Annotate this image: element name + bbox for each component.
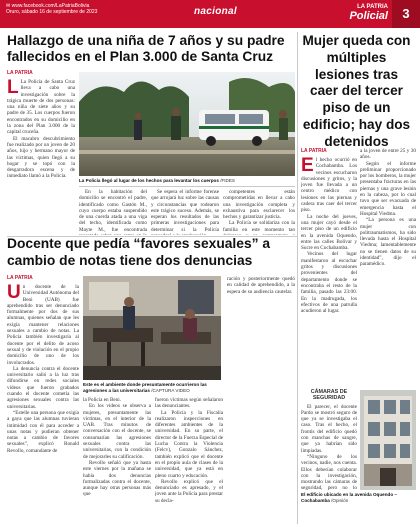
article1-col4: [223, 189, 295, 235]
article3-subhead: CÁMARAS DE SEGURIDAD: [310, 389, 348, 402]
article2-col3-p1: fueron víctimas según señalaron las denunciantes.: [155, 397, 223, 410]
article1-p2: El macabro descubrimiento fue realizado por un joven de 20 años, hijo y hermano mayor de las víctimas, quien llegó a su hogar y se topó con la desgarradora escena y de inmediato llamó a la Policía.: [7, 135, 75, 180]
article2-photo: [83, 276, 221, 380]
article1-col1: [7, 70, 75, 236]
article1-col2-p1: En la habitación del domicilio se encontró el padre, identificado como Gastón M., cuyo cuerpo estaba suspendido de una cuerda atada a una viga del techo, identificada como Mayte M., fue encontrada: [79, 189, 147, 233]
article1-p1: La Policía de Santa Cruz lleva a cabo una investigación sobre la trágica muerte de dos personas: una niña de siete años y su padre de 35. Los cuerpos fueron encontrados en su domicilio en la zona del Plan 3.000 de la capital cruceña.: [7, 79, 75, 136]
article1-caption-credit: /FIDES: [220, 178, 235, 183]
article2-p1: n docente de la Universidad Autónoma del Beni (UAB) fue aprehendido tras ser denunciado formalmente por dos de sus alumnas, quienes señalan que les exigía mantener relaciones sexuales a cambio de notas. La Policía también investigaría al docente por el delito de acoso sexual y de violación en el propio domicilio de uno de los involucrados.: [7, 284, 79, 366]
article3-photo: [360, 390, 416, 490]
header-facebook-link[interactable]: ✉ www.facebook.com/LaPatriaBolivia: [6, 3, 90, 9]
article2-col2-p2: En los videos se observa a mujeres, presuntamente las víctimas, en el interior de la UAB. Tras minutos de conversación con el docente, se consumarían las agresiones sexuales contra las universitarias, con la condición de mejorarles su calificación.: [83, 403, 151, 460]
article1-photo: [79, 72, 295, 176]
article2-col2: [83, 397, 151, 525]
article2-col2-p3: Revollo señaló que ya hasta este viernes por la mañana se había dos denuncias formalizadas contra el docente, aunque hay otras personas más que: [83, 459, 151, 498]
article1-col3: [151, 189, 219, 235]
article3-dropcap: E: [301, 155, 314, 176]
article2-byline: LA PATRIA: [7, 275, 33, 281]
article3-colA: [301, 148, 357, 386]
article3-colB: [360, 148, 416, 386]
article3-byline: LA PATRIA: [301, 148, 327, 154]
article1-headline: Hallazgo de una niña de 7 años y su padre fallecidos en el Plan 3.000 de Santa Cruz: [7, 33, 285, 64]
article3-caption-text: El edificio ubicado en la avenida Oquendo – Cochabamba: [301, 492, 397, 503]
classroom-photo: [83, 276, 221, 380]
article1-col4-p2: La Policía se solidariza con la familia en este momento tan: [223, 220, 295, 233]
section-name: nacional: [194, 6, 237, 17]
newspaper-brand: [349, 3, 388, 21]
article3-colC-p2: “Ninguno de los vecinos, nadie, nos cuenta. Ellos deberían colaborar con la investigación, mostrando las cámaras de seguridad, pero no lo: [301, 453, 357, 490]
police-scene-photo: [79, 72, 295, 176]
page-number: 3: [392, 0, 420, 28]
article2-caption: [83, 382, 221, 393]
article2-col2-p1: la Policía en Beni.: [83, 397, 122, 403]
article3-colC: [301, 386, 357, 490]
article2-col4-p1: ración y posteriormente quedó en calidad de aprehendido, a la espera de su audiencia cautelar.: [227, 276, 295, 295]
article2-col4: [227, 276, 295, 336]
article3-colA-p2: La noche del jueves, una mujer cayó desde el tercer piso de un edificio en la avenida Oquendo, entre las calles Bolívar y Sucre en Cochabamba.: [301, 213, 357, 252]
article1-byline: LA PATRIA: [7, 70, 33, 76]
article3-colA-p1: l hecho ocurrió en Cochabamba. Los vecinos escucharon discusiones y gritos, y la joven fue llevada a un centro médico con lesiones en las piernas y cadera tras caer del tercer piso.: [301, 157, 357, 214]
brand-section: Policial: [349, 10, 388, 22]
article2-p2: La denuncia contra el docente universitario salió a la luz tras difundirse en redes sociales videos que fueron grabados cuando el docente cometía las agresiones sexuales contra las universitarias.: [7, 365, 79, 410]
article1-caption: [79, 178, 295, 184]
article3-caption-credit: /Opinión: [331, 497, 349, 503]
article1-col3-p1: Se espera el informe forense que arrojará luz sobre las causas y circunstancias que rodearon este trágico suceso. Además, se esperan los resultados de las primeras investigaciones para determinar si la Policía: [151, 189, 219, 233]
article3-caption: [301, 492, 416, 503]
article2-headline: Docente que pedía “favores sexuales” a cambio de notas tiene dos denuncias: [7, 236, 271, 268]
header-info: [6, 3, 146, 15]
article3-colC-p1: El parecer, el docente Pardo se mostró seguro de que ya se investigaba el caso. Tras el hecho, el frontis del edificio quedó con manchas de sangre, que ya habrían sido limpiadas.: [301, 403, 357, 454]
article3-colB-p2: Según el informe preliminar proporcionado por los bomberos, la mujer presentaba fracturas en las piernas y una grave lesión en la cabeza, por lo cual tuvo que ser evacuada de emergencia hasta el Hospital Viedma.: [360, 160, 416, 217]
article1-caption-text: La Policía llegó al lugar de los hechos para levantar los cuerpos: [79, 178, 219, 183]
article2-col1-text: [7, 284, 79, 454]
article1-col2: [79, 189, 147, 235]
article1-dropcap: L: [7, 77, 19, 98]
article2-dropcap: U: [7, 282, 21, 303]
brand-name: LA PATRIA: [357, 4, 388, 10]
article2-col3: [155, 397, 223, 525]
article3-colB-p1: a la joven de entre 25 y 30 años.: [360, 148, 416, 161]
article3-colB-p3: “La persona es una mujer con politraumatismos, ha sido llevada hasta el Hospital Viedma; lamentablemente no se tienen datos de su identidad”, dijo el paramédico.: [360, 217, 416, 268]
header-bar: [0, 0, 420, 28]
article2-caption-credit: /CAPTURA VIDEO: [151, 387, 190, 393]
article1-col4-p1: competentes están comprometidas en llevar a cabo una investigación completa y exhaustiva para esclarecer los hechos y garantizar justicia.: [223, 189, 295, 221]
article1-caption-rule: [79, 186, 295, 187]
article2-col1: [7, 275, 79, 525]
article2-p3: “Estelle una persona que exigía a gaya que las alumnas tuvieran intimidad con él para acceder a unas notas y pudieran obtener notas a cambio de favores sexuales”, explicó Ronald Revollo, comandante de: [7, 409, 79, 454]
article2-caption-text: Este es el ambiente donde presuntamente ocurrieron las agresiones a las universitarias: [83, 382, 207, 393]
article2-col3-p2: La Policía y la Fiscalía realizaron inspecciones en diferentes ambientes de la universidad. En su parte, el director de la Fuerza Especial de Lucha Contra la Violencia (Felcv), Gonzalo Sánchez, también explicó que el docente en el propio aula de clases de la universidad, que ya está en pleno cuarto y educación.: [155, 409, 223, 479]
article1-col1-text: [7, 79, 75, 180]
article3-headline: Mujer queda con múltiples lesiones tras caer del tercer piso de un edificio; hay dos detenidos: [302, 33, 411, 149]
article3-colA-p3: Vecinos del lugar manifestaron al escuchar gritos y discusiones provenientes del departamento donde se encontraba el resto de la familia, pasado las 23:00. En la madrugada, los efectivos de una patrulla acudieron al lugar.: [301, 251, 357, 315]
article3-colA-text: [301, 157, 357, 314]
column-divider: [297, 32, 298, 524]
building-photo: [360, 390, 416, 490]
article2-col3-p3: Revollo explicó que el denunciado es apresado, y el joven ante la Policía para prestar su decla-: [155, 478, 223, 504]
header-date: Oruro, sábado 16 de septiembre de 2023: [6, 9, 98, 15]
